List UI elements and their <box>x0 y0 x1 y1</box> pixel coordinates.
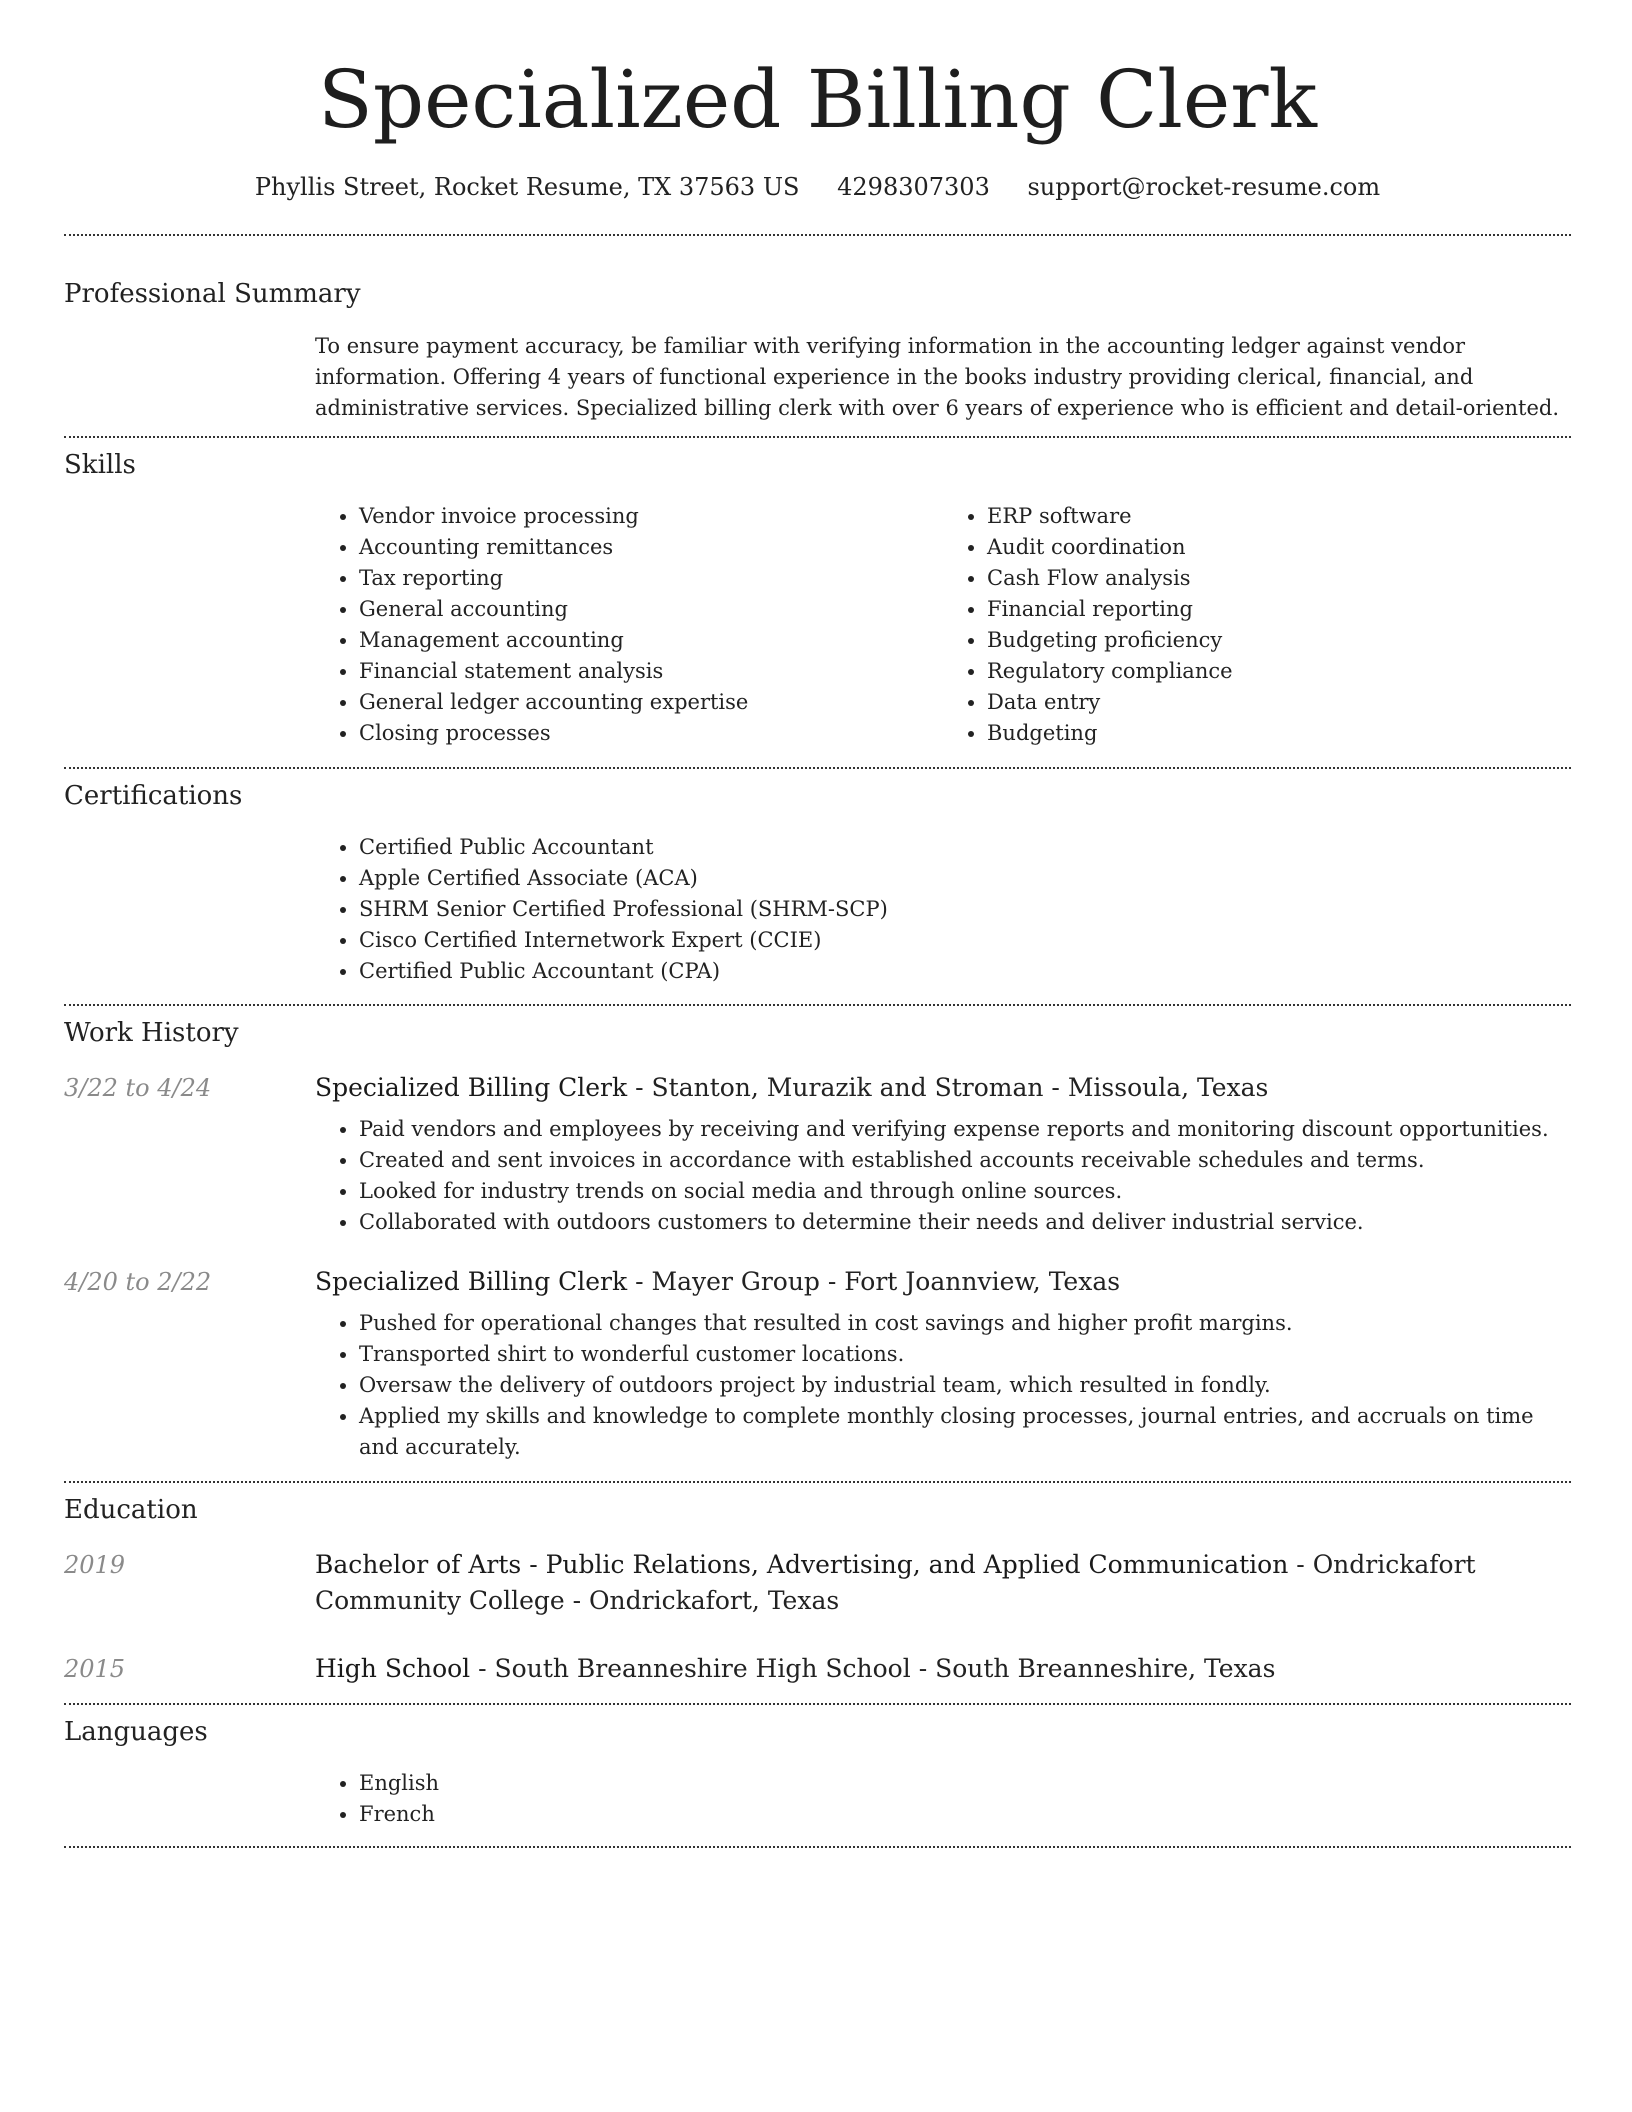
divider <box>64 767 1571 769</box>
job-heading <box>315 1070 1571 1106</box>
list-item: • Vendor invoice processing <box>359 501 943 532</box>
education-school: Ondrickafort Community College <box>315 1550 1476 1615</box>
divider <box>64 436 1571 438</box>
skills-column-left <box>315 501 943 749</box>
education-entry <box>64 1547 1571 1619</box>
list-item: • Audit coordination <box>987 532 1571 563</box>
education-entry <box>64 1651 1571 1687</box>
skills-column-right <box>943 501 1571 749</box>
job-entry <box>64 1070 1571 1106</box>
list-item: • French <box>359 1799 1571 1830</box>
contact-line <box>64 170 1571 204</box>
divider <box>64 1703 1571 1705</box>
section-title-skills: Skills <box>64 450 136 480</box>
section-title-summary: Professional Summary <box>64 279 361 309</box>
job-company: Stanton, Murazik and Stroman <box>651 1073 1044 1102</box>
job-dates: 3/22 to 4/24 <box>64 1074 212 1102</box>
divider <box>64 1004 1571 1006</box>
list-item: • Transported shirt to wonderful customer locations. <box>359 1339 1571 1370</box>
summary-text: To ensure payment accuracy, be familiar with verifying information in the accounting ledger against vendor information. Offering 4 years of functional experience in the books industry providing clerical, financial, and administrative services. Specialized billing clerk with over 6 years of experience who is efficient and detail-oriented. <box>315 334 1560 420</box>
separator: - <box>635 1267 644 1296</box>
separator: - <box>1296 1550 1305 1579</box>
education-degree: High School <box>315 1654 471 1683</box>
section-title-education: Education <box>64 1495 198 1525</box>
education-location: Ondrickafort, Texas <box>589 1586 840 1615</box>
list-item: • Pushed for operational changes that resulted in cost savings and higher profit margins. <box>359 1308 1571 1339</box>
list-item: • Looked for industry trends on social media and through online sources. <box>359 1176 1571 1207</box>
list-item: • Closing processes <box>359 718 943 749</box>
list-item: • General accounting <box>359 594 943 625</box>
education-school: South Breanneshire High School <box>494 1654 911 1683</box>
job-entry <box>64 1264 1571 1300</box>
list-item: • Paid vendors and employees by receiving and verifying expense reports and monitoring discount opportunities. <box>359 1114 1571 1145</box>
divider <box>64 1481 1571 1483</box>
section-title-certifications: Certifications <box>64 781 243 811</box>
list-item: • Tax reporting <box>359 563 943 594</box>
job-company: Mayer Group <box>651 1267 820 1296</box>
list-item: • Data entry <box>987 687 1571 718</box>
list-item: • Cash Flow analysis <box>987 563 1571 594</box>
list-item: • Created and sent invoices in accordance with established accounts receivable schedules and terms. <box>359 1145 1571 1176</box>
job-dates: 4/20 to 2/22 <box>64 1268 212 1296</box>
education-heading <box>315 1651 1571 1687</box>
separator: - <box>572 1586 582 1615</box>
job-bullets <box>315 1114 1571 1238</box>
list-item: • Oversaw the delivery of outdoors project by industrial team, which resulted in fondly. <box>359 1370 1571 1401</box>
list-item: • Certified Public Accountant (CPA) <box>359 956 1571 987</box>
section-title-work-history: Work History <box>64 1018 239 1048</box>
divider <box>64 234 1571 236</box>
separator: - <box>478 1654 487 1683</box>
list-item: • General ledger accounting expertise <box>359 687 943 718</box>
skills-list <box>315 501 1571 749</box>
resume-page <box>64 0 1571 1848</box>
list-item: • Certified Public Accountant <box>359 832 1571 863</box>
contact-address: Phyllis Street, Rocket Resume, TX 37563 US <box>254 173 800 201</box>
list-item: • Management accounting <box>359 625 943 656</box>
list-item: • Financial reporting <box>987 594 1571 625</box>
list-item: • Cisco Certified Internetwork Expert (CCIE) <box>359 925 1571 956</box>
languages-list <box>315 1768 1571 1830</box>
list-item: • Collaborated with outdoors customers to determine their needs and deliver industrial service. <box>359 1207 1571 1238</box>
certifications-list <box>315 832 1571 987</box>
job-role: Specialized Billing Clerk <box>315 1267 628 1296</box>
separator: - <box>827 1267 837 1296</box>
education-year: 2015 <box>64 1655 126 1683</box>
education-degree: Bachelor of Arts - Public Relations, Advertising, and Applied Communication <box>315 1550 1289 1579</box>
job-heading <box>315 1264 1571 1300</box>
separator: - <box>635 1073 644 1102</box>
job-role: Specialized Billing Clerk <box>315 1073 628 1102</box>
job-bullets <box>315 1308 1571 1463</box>
education-heading <box>315 1547 1571 1619</box>
list-item: • Apple Certified Associate (ACA) <box>359 863 1571 894</box>
section-title-languages: Languages <box>64 1717 208 1747</box>
list-item: • Regulatory compliance <box>987 656 1571 687</box>
job-location: Fort Joannview, Texas <box>844 1267 1121 1296</box>
list-item: • Financial statement analysis <box>359 656 943 687</box>
list-item: • SHRM Senior Certified Professional (SHRM-SCP) <box>359 894 1571 925</box>
resume-name: Specialized Billing Clerk <box>318 53 1317 146</box>
list-item: • Applied my skills and knowledge to complete monthly closing processes, journal entries, and accruals on time and accurately. <box>359 1401 1571 1463</box>
list-item: • ERP software <box>987 501 1571 532</box>
separator: - <box>1051 1073 1060 1102</box>
list-item: • Budgeting <box>987 718 1571 749</box>
divider <box>64 1846 1571 1848</box>
job-location: Missoula, Texas <box>1067 1073 1269 1102</box>
contact-phone: 4298307303 <box>837 173 990 201</box>
list-item: • Budgeting proficiency <box>987 625 1571 656</box>
list-item: • English <box>359 1768 1571 1799</box>
contact-email[interactable]: support@rocket-resume.com <box>1027 173 1381 201</box>
list-item: • Accounting remittances <box>359 532 943 563</box>
education-location: South Breanneshire, Texas <box>935 1654 1276 1683</box>
education-year: 2019 <box>64 1551 126 1579</box>
separator: - <box>918 1654 928 1683</box>
